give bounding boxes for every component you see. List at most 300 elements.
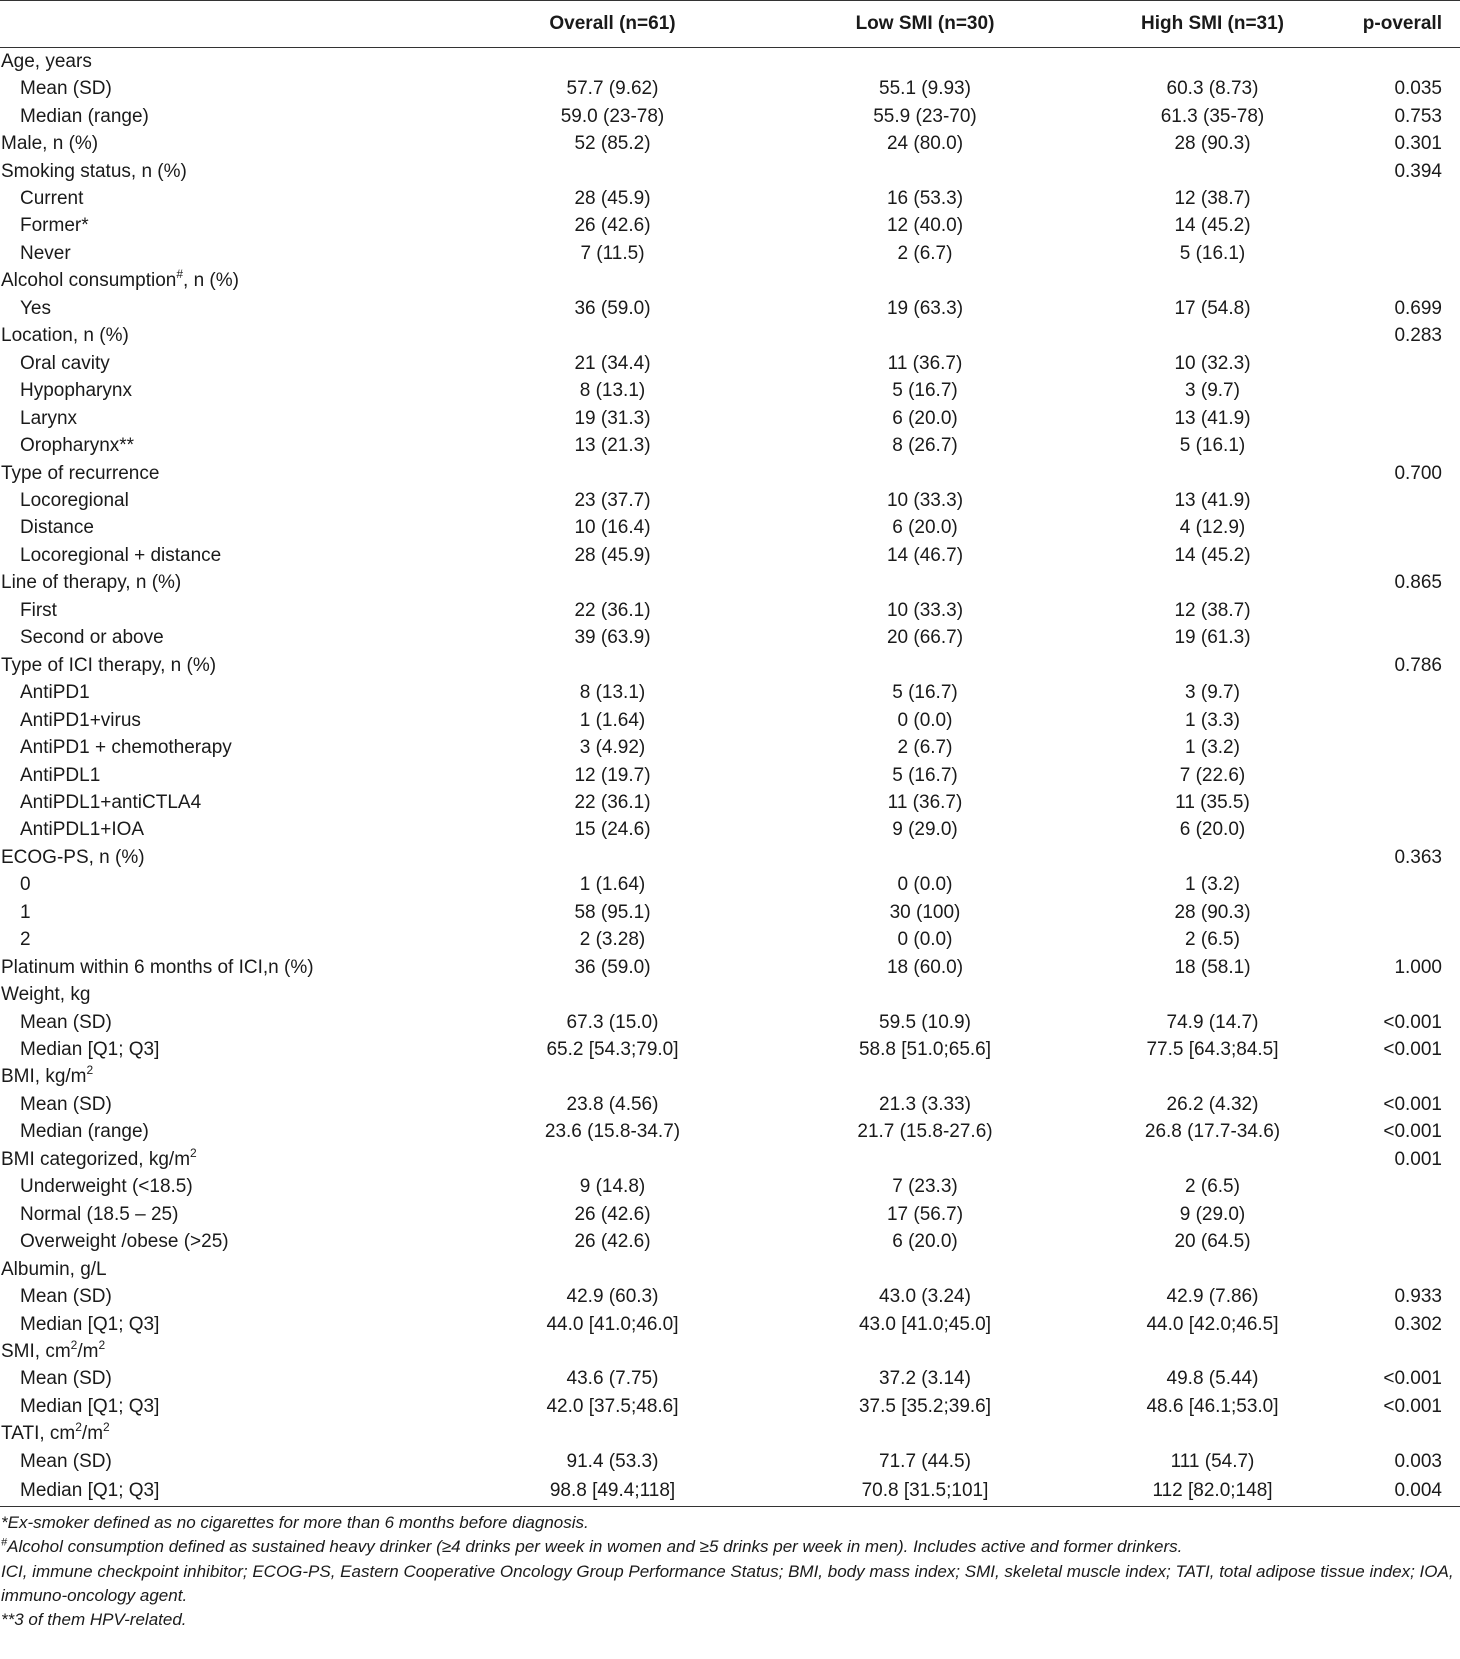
cell-p-overall: 0.363 [1394,846,1442,868]
row-label [0,75,450,102]
table-row [0,432,1460,459]
table-row [0,569,1460,596]
cell-low-smi: 2 (6.7) [897,737,953,759]
row-label [0,1365,450,1392]
row-label [0,514,450,541]
cell-high-smi: 6 (20.0) [1179,819,1246,841]
row-label-text: Locoregional + distance [20,544,222,566]
row-label-superscript: # [176,267,184,282]
cell-overall: 23.6 (15.8-34.7) [544,1121,681,1143]
row-label [0,761,450,788]
cell-low-smi [775,651,1075,678]
cell-p-overall [1350,706,1460,733]
row-label-text: Mean (SD) [20,1368,112,1390]
row-label [0,185,450,212]
row-label-text: First [20,599,57,621]
row-label-text: Smoking status, n (%) [1,160,187,182]
cell-high-smi: 13 (41.9) [1174,407,1251,429]
cell-low-smi: 37.2 (3.14) [879,1368,971,1390]
footnote-text: *Ex-smoker defined as no cigarettes for more than 6 months before diagnosis. [1,1513,589,1532]
cell-p-overall [1350,789,1460,816]
cell-overall: 9 (14.8) [579,1176,646,1198]
row-label-suffix: /m [77,1341,99,1363]
row-label-text: BMI categorized, kg/m [1,1148,191,1170]
row-label [0,212,450,239]
row-label [0,844,450,871]
cell-overall: 39 (63.9) [574,627,651,649]
table-row [0,816,1460,843]
row-label [0,459,450,486]
table-row [0,981,1460,1008]
row-label [0,871,450,898]
row-label-suffix: , n (%) [183,270,239,292]
cell-high-smi: 1 (3.2) [1185,737,1240,759]
header-p-overall: p-overall [1350,1,1460,48]
cell-low-smi [775,1063,1075,1090]
table-row [0,212,1460,239]
cell-low-smi: 20 (66.7) [886,627,964,649]
cell-high-smi: 74.9 (14.7) [1166,1011,1259,1033]
cell-low-smi [775,459,1075,486]
cell-high-smi: 12 (38.7) [1174,187,1251,209]
cell-overall [450,48,775,75]
table-row [0,377,1460,404]
row-label-text: Median (range) [20,1121,149,1143]
cell-low-smi [775,322,1075,349]
row-label [0,1201,450,1228]
cell-overall: 28 (45.9) [574,187,651,209]
cell-p-overall [1350,816,1460,843]
row-label-text: SMI, cm [1,1341,71,1363]
cell-high-smi [1075,48,1350,75]
row-label [0,1173,450,1200]
footnote [1,1608,1456,1632]
cell-low-smi: 71.7 (44.5) [879,1450,971,1472]
cell-p-overall: 0.753 [1394,105,1442,127]
row-label-text: Alcohol consumption [1,270,177,292]
table-row [0,75,1460,102]
cell-p-overall [1350,1255,1460,1282]
table-row [0,267,1460,294]
cell-p-overall [1350,432,1460,459]
row-label-text: Yes [20,297,51,319]
cell-high-smi: 1 (3.3) [1185,709,1240,731]
cell-overall: 67.3 (15.0) [566,1011,659,1033]
table-row [0,1091,1460,1118]
row-label [0,1063,450,1090]
row-label [0,542,450,569]
cell-high-smi: 4 (12.9) [1179,517,1246,539]
row-label-text: Former* [20,215,89,237]
cell-low-smi: 2 (6.7) [897,242,953,264]
cell-high-smi: 14 (45.2) [1174,544,1251,566]
row-label-text: Platinum within 6 months of ICI,n (%) [1,956,314,978]
table-row [0,1118,1460,1145]
cell-p-overall [1350,926,1460,953]
row-label-text: Normal (18.5 – 25) [20,1203,179,1225]
cell-overall: 43.6 (7.75) [566,1368,659,1390]
row-label-text: 1 [20,901,31,923]
table-row [0,1448,1460,1475]
table-row [0,1475,1460,1506]
table-row [0,295,1460,322]
cell-overall: 36 (59.0) [574,956,651,978]
table-row [0,706,1460,733]
row-label-text: Hypopharynx [20,380,132,402]
row-label-text: Median [Q1; Q3] [20,1039,160,1061]
row-label-text: Underweight (<18.5) [20,1176,193,1198]
cell-high-smi: 14 (45.2) [1174,215,1251,237]
cell-high-smi: 20 (64.5) [1174,1231,1251,1253]
cell-p-overall [1350,624,1460,651]
cell-high-smi: 18 (58.1) [1174,956,1251,978]
row-label [0,1310,450,1337]
row-label-text: Age, years [1,50,92,72]
cell-overall: 26 (42.6) [574,215,651,237]
footnote-text: **3 of them HPV-related. [1,1610,187,1630]
cell-low-smi: 55.1 (9.93) [879,78,971,100]
cell-overall: 57.7 (9.62) [566,78,659,100]
cell-high-smi [1075,1255,1350,1282]
cell-p-overall [1350,1063,1460,1090]
cell-high-smi: 44.0 [42.0;46.5] [1146,1313,1279,1335]
cell-overall: 2 (3.28) [579,929,646,951]
row-label-text: AntiPDL1+IOA [20,819,145,841]
cell-high-smi [1075,157,1350,184]
row-label [0,1008,450,1035]
table-row [0,349,1460,376]
table-row [0,734,1460,761]
row-label [0,706,450,733]
cell-p-overall: 0.302 [1394,1313,1442,1335]
row-label-text: Median [Q1; Q3] [20,1313,160,1335]
row-label [0,953,450,980]
table-row [0,597,1460,624]
row-label-superscript: 2 [86,1063,94,1078]
cell-high-smi [1075,1420,1350,1447]
row-label-text: Type of recurrence [1,462,160,484]
row-label [0,404,450,431]
cell-p-overall: 0.001 [1394,1148,1442,1170]
table-row [0,514,1460,541]
table-row [0,844,1460,871]
cell-high-smi: 61.3 (35-78) [1160,105,1265,127]
row-label-text: Never [20,242,71,264]
cell-p-overall: 0.004 [1350,1475,1460,1506]
row-label-superscript: 2 [98,1337,106,1352]
cell-p-overall: 1.000 [1394,956,1442,978]
cell-overall: 3 (4.92) [579,737,646,759]
table-row [0,1146,1460,1173]
row-label [0,322,450,349]
cell-high-smi: 2 (6.5) [1185,1176,1240,1198]
row-label-text: Mean (SD) [20,1093,112,1115]
row-label-text: Distance [20,517,94,539]
cell-overall: 13 (21.3) [574,435,651,457]
cell-low-smi: 11 (36.7) [887,791,963,813]
cell-high-smi [1075,981,1350,1008]
cell-low-smi: 58.8 [51.0;65.6] [858,1039,992,1061]
cell-p-overall: 0.035 [1394,78,1442,100]
cell-high-smi: 112 [82.0;148] [1075,1475,1350,1506]
row-label [0,679,450,706]
row-label-text: AntiPDL1+antiCTLA4 [20,791,202,813]
cell-overall [450,267,775,294]
row-label [0,569,450,596]
cell-low-smi [775,48,1075,75]
row-label [0,1475,450,1506]
row-label [0,295,450,322]
cell-high-smi: 77.5 [64.3;84.5] [1146,1039,1279,1061]
cell-high-smi: 49.8 (5.44) [1166,1368,1259,1390]
cell-overall: 65.2 [54.3;79.0] [546,1039,679,1061]
cell-p-overall [1350,212,1460,239]
cell-p-overall: <0.001 [1383,1093,1442,1115]
row-label [0,377,450,404]
cell-overall [450,459,775,486]
cell-low-smi: 59.5 (10.9) [879,1011,971,1033]
cell-overall: 12 (19.7) [574,764,651,786]
cell-low-smi: 10 (33.3) [886,599,964,621]
header-high-smi: High SMI (n=31) [1075,1,1350,48]
row-label-text: Oral cavity [20,352,110,374]
row-label [0,981,450,1008]
table-row [0,1036,1460,1063]
cell-low-smi: 10 (33.3) [886,489,964,511]
row-label [0,267,450,294]
row-label-text: Weight, kg [1,984,91,1006]
row-label-text: Median [Q1; Q3] [20,1395,160,1417]
table-row [0,1063,1460,1090]
cell-p-overall [1350,1420,1460,1447]
cell-overall: 8 (13.1) [579,380,646,402]
row-label [0,487,450,514]
table-row [0,1283,1460,1310]
cell-overall [450,322,775,349]
row-label-text: AntiPD1 + chemotherapy [20,737,232,759]
row-label-text: AntiPDL1 [20,764,101,786]
cell-low-smi: 43.0 [41.0;45.0] [858,1313,992,1335]
cell-p-overall [1350,1201,1460,1228]
cell-low-smi: 5 (16.7) [892,380,958,402]
row-label [0,624,450,651]
table-row [0,953,1460,980]
cell-overall [450,569,775,596]
cell-p-overall: 0.700 [1394,462,1442,484]
table-row [0,404,1460,431]
cell-low-smi: 0 (0.0) [897,929,953,951]
cell-high-smi [1075,459,1350,486]
row-label [0,597,450,624]
cell-p-overall: <0.001 [1383,1011,1442,1033]
cell-p-overall: <0.001 [1383,1039,1442,1061]
cell-low-smi: 18 (60.0) [886,956,964,978]
row-label-text: Second or above [20,627,164,649]
cell-p-overall: 0.865 [1394,572,1442,594]
cell-high-smi: 111 (54.7) [1170,1450,1255,1472]
cell-overall: 1 (1.64) [579,709,646,731]
table-row [0,459,1460,486]
row-label [0,48,450,75]
cell-low-smi: 9 (29.0) [892,819,958,841]
cell-overall [450,1420,775,1447]
cell-high-smi: 5 (16.1) [1179,435,1246,457]
row-label-suffix: /m [81,1423,104,1445]
cell-overall [450,1063,775,1090]
cell-high-smi [1075,322,1350,349]
cell-p-overall [1350,679,1460,706]
cell-p-overall [1350,185,1460,212]
cell-p-overall [1350,899,1460,926]
cell-high-smi: 48.6 [46.1;53.0] [1146,1395,1279,1417]
row-label [0,789,450,816]
table-row [0,240,1460,267]
cell-low-smi: 17 (56.7) [886,1203,964,1225]
cell-high-smi: 5 (16.1) [1179,242,1246,264]
cell-low-smi: 37.5 [35.2;39.6] [858,1395,992,1417]
cell-overall: 1 (1.64) [579,874,646,896]
cell-overall: 22 (36.1) [574,599,651,621]
row-label [0,816,450,843]
row-label-text: TATI, cm [1,1423,76,1445]
cell-overall: 19 (31.3) [574,407,651,429]
row-label [0,1338,450,1365]
table-row [0,185,1460,212]
cell-overall: 15 (24.6) [574,819,651,841]
cell-p-overall [1350,48,1460,75]
footnote-marker: # [1,1536,8,1549]
cell-high-smi [1075,1063,1350,1090]
row-label-superscript: 2 [75,1420,82,1435]
row-label-text: Line of therapy, n (%) [1,572,182,594]
row-label [0,1393,450,1420]
row-label-text: 0 [20,874,31,896]
cell-low-smi [775,569,1075,596]
cell-low-smi: 55.9 (23-70) [873,105,977,127]
row-label [0,102,450,129]
cell-high-smi: 10 (32.3) [1174,352,1251,374]
row-label-text: ECOG-PS, n (%) [1,846,145,868]
table-row [0,789,1460,816]
cell-high-smi [1075,569,1350,596]
cell-p-overall: 0.283 [1394,325,1442,347]
row-label-text: Mean (SD) [20,78,112,100]
table-row [0,1420,1460,1447]
row-label-text: Median [Q1; Q3] [20,1479,160,1501]
footnote [1,1535,1456,1559]
table-row [0,1310,1460,1337]
row-label [0,130,450,157]
cell-p-overall [1350,240,1460,267]
cell-high-smi [1075,1146,1350,1173]
row-label-text: Mean (SD) [20,1286,112,1308]
cell-overall [450,1255,775,1282]
cell-overall [450,1338,775,1365]
table-body [0,48,1460,1507]
cell-overall: 7 (11.5) [580,242,645,264]
table-footnotes [1,1511,1456,1632]
row-label-text: Mean (SD) [20,1011,112,1033]
header-overall: Overall (n=61) [450,1,775,48]
table-row [0,1008,1460,1035]
cell-high-smi: 7 (22.6) [1179,764,1246,786]
cell-p-overall [1350,1338,1460,1365]
table-row [0,542,1460,569]
cell-p-overall: <0.001 [1383,1121,1442,1143]
table-row [0,624,1460,651]
row-label-text: Mean (SD) [20,1450,112,1472]
table-row [0,130,1460,157]
cell-high-smi: 12 (38.7) [1174,599,1251,621]
row-label-text: Overweight /obese (>25) [20,1231,229,1253]
cell-low-smi: 11 (36.7) [887,352,963,374]
cell-low-smi: 70.8 [31.5;101] [775,1475,1075,1506]
footnote [1,1560,1456,1609]
footnote-text: Alcohol consumption defined as sustained heavy drinker (≥4 drinks per week in women and ≥5 drinks per week in men). Includes active and former drinkers. [7,1537,1183,1557]
cell-p-overall: 0.301 [1394,133,1442,155]
table-row [0,322,1460,349]
cell-overall: 91.4 (53.3) [566,1450,659,1472]
cell-low-smi [775,267,1075,294]
row-label-text: Current [20,187,84,209]
cell-overall: 26 (42.6) [574,1203,651,1225]
row-label [0,1228,450,1255]
row-label [0,926,450,953]
cell-p-overall [1350,542,1460,569]
cell-low-smi [775,157,1075,184]
row-label-text: Male, n (%) [1,133,99,155]
cell-p-overall [1350,514,1460,541]
cell-high-smi: 28 (90.3) [1174,901,1251,923]
table-row [0,1201,1460,1228]
header-variable [0,1,450,48]
table-row [0,157,1460,184]
table-row [0,1255,1460,1282]
cell-low-smi: 43.0 (3.24) [879,1286,971,1308]
table-row [0,487,1460,514]
cell-overall: 59.0 (23-78) [560,105,665,127]
cell-low-smi: 16 (53.3) [886,187,964,209]
table-row [0,48,1460,75]
cell-p-overall: 0.786 [1394,654,1442,676]
row-label-text: Location, n (%) [1,325,129,347]
cell-overall [450,157,775,184]
row-label-text: AntiPD1+virus [20,709,141,731]
cell-low-smi [775,844,1075,871]
cell-high-smi: 26.2 (4.32) [1166,1093,1259,1115]
row-label [0,1091,450,1118]
cell-p-overall [1350,761,1460,788]
table-row [0,1173,1460,1200]
cell-low-smi: 5 (16.7) [892,764,958,786]
cell-overall: 23 (37.7) [574,489,651,511]
row-label [0,1283,450,1310]
cell-low-smi [775,1255,1075,1282]
cell-high-smi: 17 (54.8) [1174,297,1251,319]
row-label [0,1146,450,1173]
cell-p-overall [1350,981,1460,1008]
cell-overall: 42.0 [37.5;48.6] [546,1395,679,1417]
cell-high-smi [1075,267,1350,294]
cell-high-smi: 2 (6.5) [1185,929,1240,951]
table-row [0,761,1460,788]
table-row [0,1365,1460,1392]
cell-low-smi: 8 (26.7) [892,435,958,457]
cell-overall: 10 (16.4) [574,517,651,539]
cell-high-smi: 13 (41.9) [1174,489,1251,511]
cell-low-smi [775,981,1075,1008]
table-header [0,1,1460,48]
